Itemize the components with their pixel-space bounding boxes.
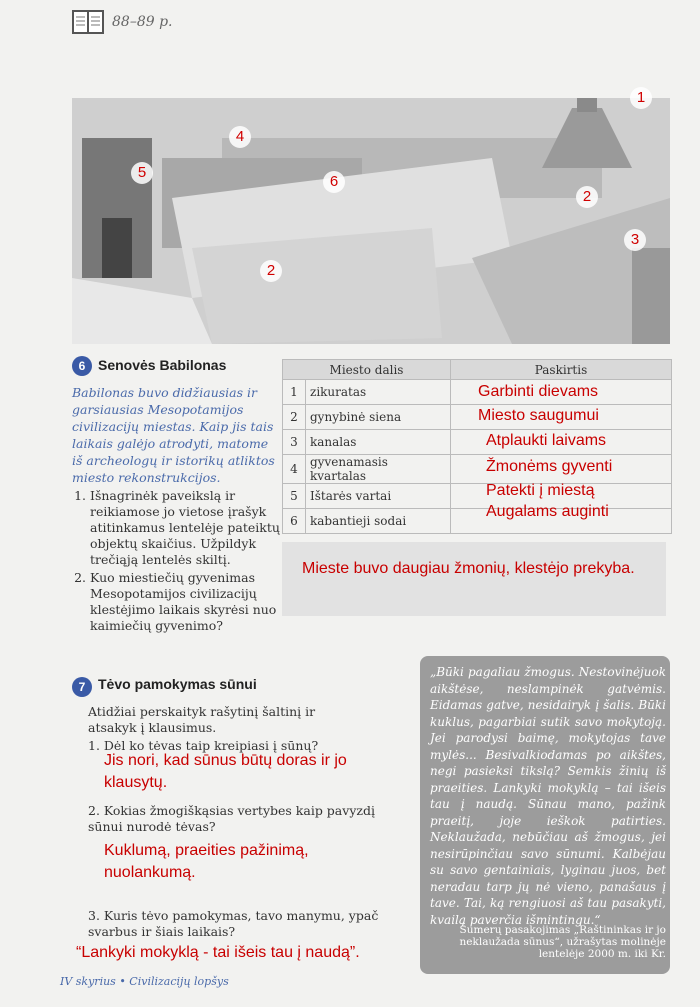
answer-question-1[interactable]: Jis nori, kad sūnus būtų doras ir jo klausytų. <box>104 752 347 791</box>
row-number: 1 <box>283 380 306 405</box>
row-part: gyvenamasis kvartalas <box>306 455 451 484</box>
row-number: 3 <box>283 430 306 455</box>
marker-residential: 4 <box>229 126 251 148</box>
row-number: 6 <box>283 509 306 534</box>
question-3: 3. Kuris tėvo pamokymas, tavo manymu, ypač svarbus ir šiais laikais? <box>88 908 379 939</box>
section-6-number: 6 <box>72 356 92 376</box>
row-part: kabantieji sodai <box>306 509 451 534</box>
answer-question-3[interactable]: “Lankyki mokyklą - tai išeis tau į naudą”. <box>76 944 360 961</box>
page-reference: 88–89 p. <box>112 14 173 30</box>
row-number: 4 <box>283 455 306 484</box>
table-row <box>283 380 672 405</box>
answer-purpose-3[interactable]: Atplaukti laivams <box>486 432 607 449</box>
task-item: 1. Išnagrinėk paveikslą ir reikiamose jo vietose įrašyk atitinkamus lentelėje pateiktų objektų skaičius. Užpildyk trečiąją lentelės skiltį. <box>90 488 290 568</box>
row-part: zikuratas <box>306 380 451 405</box>
section-6-title: Senovės Babilonas <box>98 357 227 373</box>
answer-purpose-1[interactable]: Garbinti dievams <box>478 383 599 400</box>
answer-purpose-4[interactable]: Žmonėms gyventi <box>486 458 613 475</box>
marker-gate: 5 <box>131 162 153 184</box>
section-6-intro: Babilonas buvo didžiausias ir garsiausias Mesopotamijos civilizacijų miestas. Kaip jis tais laikais galėjo atrodyti, matome iš archeologų ir istorikų atliktos miesto rekonstrukcijos. <box>72 385 275 485</box>
answer-purpose-5[interactable]: Patekti į miestą <box>486 482 595 499</box>
answer-task-2[interactable]: Mieste buvo daugiau žmonių, klestėjo prekyba. <box>302 560 635 577</box>
col-header-purpose: Paskirtis <box>451 360 672 380</box>
table-row <box>283 405 672 430</box>
section-7-intro: Atidžiai perskaityk rašytinį šaltinį ir atsakyk į klausimus. <box>88 704 316 735</box>
city-drawing <box>72 98 670 344</box>
marker-ziggurat: 1 <box>630 87 652 109</box>
task-item: 2. Kuo miestiečių gyvenimas Mesopotamijos civilizacijų klestėjimo laikais skyrėsi nuo kaimiečių gyvenimo? <box>90 570 290 634</box>
row-number: 2 <box>283 405 306 430</box>
marker-wall-left: 2 <box>260 260 282 282</box>
row-part: kanalas <box>306 430 451 455</box>
section-7-title: Tėvo pamokymas sūnui <box>98 676 257 692</box>
section-7-number: 7 <box>72 677 92 697</box>
section-6-tasks <box>74 488 290 636</box>
quote-source: Šumerų pasakojimas „Raštininkas ir jo neklaužada sūnus“, užrašytas molinėje lentelėje 2000 m. iki Kr. <box>459 924 666 960</box>
source-quote: „Būki pagaliau žmogus. Nestovinėjuok aikštėse, neslampinėk gatvėmis. Eidamas gatve, nesidairyk į šalis. Būki kuklus, pagarbiai sutik savo mokytoją. Jei parodysi baimę, mokytojas tave mylės... Besivalkiodamas po aikštes, negi pasieksi tikslą? Semkis žinių iš praeities. Lankyki mokyklą – tai išeis tau į naudą. Sūnau mano, pažink praeitį, joje ieškok patirties. Neklaužada, nebūčiau aš žmogus, jei nesirūpinčiau savo sūnumi. Kalbėjau su savo gentainiais, lyginau juos, bet neradau tarp jų nė vieno, panašaus į tave. Tai, ką rengiuosi aš tau pasakyti, kvailą paverčia išmintingu.“ <box>430 665 666 927</box>
row-number: 5 <box>283 484 306 509</box>
col-header-part: Miesto dalis <box>283 360 451 380</box>
chapter-footer: IV skyrius • Civilizacijų lopšys <box>60 975 229 988</box>
question-1: 1. Dėl ko tėvas taip kreipiasi į sūnų? <box>88 738 319 753</box>
table-row <box>283 455 672 484</box>
row-part: gynybinė siena <box>306 405 451 430</box>
answer-purpose-2[interactable]: Miesto saugumui <box>478 407 599 424</box>
marker-canal: 3 <box>624 229 646 251</box>
table-row <box>283 430 672 455</box>
table-row <box>283 484 672 509</box>
answer-question-2[interactable]: Kuklumą, praeities pažinimą, nuolankumą. <box>104 842 309 881</box>
babylon-illustration <box>72 89 670 344</box>
table-row <box>283 509 672 534</box>
marker-wall-right: 2 <box>576 186 598 208</box>
answer-purpose-6[interactable]: Augalams auginti <box>486 503 609 520</box>
book-icon <box>72 10 104 34</box>
city-parts-table <box>282 359 672 534</box>
row-part: Ištarės vartai <box>306 484 451 509</box>
marker-gardens: 6 <box>323 171 345 193</box>
question-2: 2. Kokias žmogiškąsias vertybes kaip pavyzdį sūnui nurodė tėvas? <box>88 803 375 834</box>
